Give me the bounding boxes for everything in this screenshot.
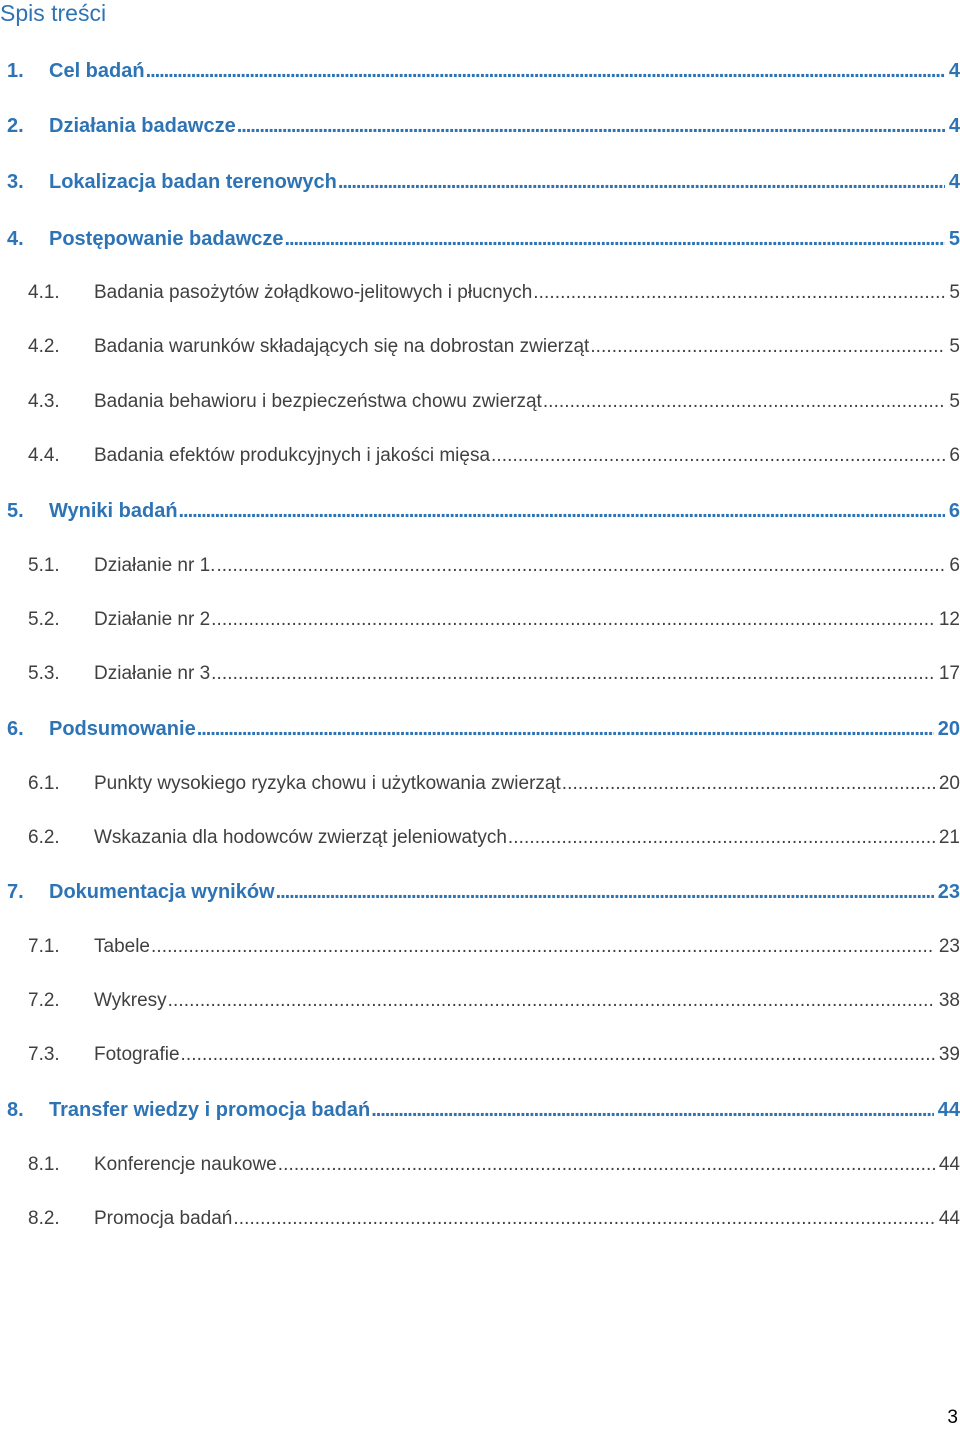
toc-entry-6-2[interactable] (0, 823, 960, 853)
toc-leader-dots (237, 111, 945, 141)
toc-leader-dots (508, 823, 935, 853)
toc-entry-label: Podsumowanie (49, 718, 196, 740)
toc-entry-4-3[interactable] (0, 387, 960, 417)
toc-leader-dots (371, 1095, 934, 1125)
toc-entry-page: 38 (938, 990, 960, 1011)
toc-entry-5[interactable] (0, 496, 960, 526)
toc-entry-number: 4.4. (28, 445, 60, 466)
toc-entry-3[interactable] (0, 167, 960, 197)
toc-entry-number: 3. (7, 171, 24, 193)
toc-entry-7-3[interactable] (0, 1040, 960, 1070)
toc-entry-page: 44 (938, 1154, 960, 1175)
toc-leader-dots (276, 877, 934, 907)
toc-entry-number: 4.2. (28, 336, 60, 357)
toc-entry-7[interactable] (0, 877, 960, 907)
toc-entry-number: 8. (7, 1099, 24, 1121)
toc-leader-dots (181, 1040, 935, 1070)
toc-entry-number: 2. (7, 115, 24, 137)
toc-leader-dots (211, 605, 935, 635)
toc-entry-6[interactable] (0, 714, 960, 744)
toc-leader-dots (590, 332, 945, 362)
toc-entry-number: 8.1. (28, 1154, 60, 1175)
toc-leader-dots (216, 551, 945, 581)
toc-entry-number: 5.2. (28, 609, 60, 630)
toc-entry-label: Badania efektów produkcyjnych i jakości mięsa (94, 445, 491, 466)
toc-entry-number: 6.2. (28, 827, 60, 848)
toc-entry-2[interactable] (0, 111, 960, 141)
toc-entry-label: Tabele (94, 936, 150, 957)
toc-entry-number: 5. (7, 500, 24, 522)
toc-leader-dots (151, 932, 935, 962)
toc-entry-label: Konferencje naukowe (94, 1154, 277, 1175)
toc-entry-number: 4. (7, 228, 24, 250)
toc-leader-dots (491, 441, 945, 471)
toc-entry-label: Promocja badań (94, 1208, 233, 1229)
toc-entry-page: 6 (949, 445, 960, 466)
toc-entry-page: 12 (938, 609, 960, 630)
toc-entry-page: 44 (938, 1208, 960, 1229)
toc-title: Spis treści (0, 0, 107, 26)
toc-leader-dots (211, 659, 935, 689)
toc-entry-number: 8.2. (28, 1208, 60, 1229)
toc-entry-page: 23 (938, 936, 960, 957)
toc-entry-4[interactable] (0, 224, 960, 254)
toc-leader-dots (285, 224, 945, 254)
toc-entry-number: 4.3. (28, 391, 60, 412)
toc-leader-dots (197, 714, 934, 744)
toc-leader-dots (146, 56, 945, 86)
toc-leader-dots (533, 278, 945, 308)
toc-entry-5-2[interactable] (0, 605, 960, 635)
toc-entry-page: 39 (938, 1044, 960, 1065)
toc-entry-label: Fotografie (94, 1044, 180, 1065)
toc-leader-dots (233, 1204, 934, 1234)
toc-entry-label: Transfer wiedzy i promocja badań (49, 1099, 371, 1121)
toc-entry-1[interactable] (0, 56, 960, 86)
toc-entry-label: Działanie nr 2 (94, 609, 211, 630)
toc-entry-number: 7.1. (28, 936, 60, 957)
toc-entry-page: 4 (948, 115, 960, 137)
toc-entry-number: 6.1. (28, 773, 60, 794)
toc-entry-number: 4.1. (28, 282, 60, 303)
toc-entry-page: 6 (949, 555, 960, 576)
toc-leader-dots (338, 167, 945, 197)
toc-entry-label: Badania warunków składających się na dobrostan zwierząt (94, 336, 590, 357)
toc-entry-number: 5.1. (28, 555, 60, 576)
toc-entry-label: Działanie nr 1. (94, 555, 216, 576)
toc-entry-label: Wskazania dla hodowców zwierząt jeleniowatych (94, 827, 507, 848)
toc-entry-8-2[interactable] (0, 1204, 960, 1234)
toc-entry-page: 23 (937, 881, 960, 903)
toc-entry-label: Wykresy (94, 990, 167, 1011)
toc-entry-label: Punkty wysokiego ryzyka chowu i użytkowania zwierząt (94, 773, 561, 794)
toc-entry-label: Wyniki badań (49, 500, 178, 522)
toc-entry-label: Cel badań (49, 60, 145, 82)
toc-entry-7-1[interactable] (0, 932, 960, 962)
toc-entry-page: 17 (938, 663, 960, 684)
toc-entry-number: 7. (7, 881, 24, 903)
toc-entry-label: Postępowanie badawcze (49, 228, 284, 250)
toc-entry-number: 7.3. (28, 1044, 60, 1065)
toc-entry-4-4[interactable] (0, 441, 960, 471)
toc-entry-6-1[interactable] (0, 769, 960, 799)
toc-entry-page: 5 (949, 282, 960, 303)
toc-leader-dots (543, 387, 946, 417)
toc-entry-label: Badania behawioru i bezpieczeństwa chowu zwierząt (94, 391, 542, 412)
toc-entry-5-1[interactable] (0, 551, 960, 581)
toc-entry-number: 1. (7, 60, 24, 82)
toc-entry-8[interactable] (0, 1095, 960, 1125)
toc-entry-label: Działania badawcze (49, 115, 236, 137)
toc-entry-number: 7.2. (28, 990, 60, 1011)
toc-entry-page: 20 (938, 773, 960, 794)
toc-entry-8-1[interactable] (0, 1150, 960, 1180)
toc-entry-number: 6. (7, 718, 24, 740)
toc-entry-page: 20 (937, 718, 960, 740)
toc-leader-dots (562, 769, 935, 799)
toc-entry-5-3[interactable] (0, 659, 960, 689)
toc-leader-dots (278, 1150, 935, 1180)
toc-entry-page: 4 (948, 60, 960, 82)
toc-entry-label: Dokumentacja wyników (49, 881, 275, 903)
page-number: 3 (947, 1407, 958, 1428)
toc-entry-page: 5 (948, 228, 960, 250)
toc-entry-number: 5.3. (28, 663, 60, 684)
toc-entry-page: 21 (938, 827, 960, 848)
toc-entry-label: Działanie nr 3 (94, 663, 211, 684)
toc-entry-7-2[interactable] (0, 986, 960, 1016)
toc-entry-page: 6 (948, 500, 960, 522)
toc-leader-dots (179, 496, 945, 526)
toc-entry-4-1[interactable] (0, 278, 960, 308)
toc-entry-page: 5 (949, 336, 960, 357)
toc-entry-label: Lokalizacja badan terenowych (49, 171, 337, 193)
toc-entry-page: 4 (948, 171, 960, 193)
toc-entry-page: 44 (937, 1099, 960, 1121)
toc-entry-page: 5 (949, 391, 960, 412)
toc-entry-4-2[interactable] (0, 332, 960, 362)
toc-leader-dots (168, 986, 935, 1016)
toc-entry-label: Badania pasożytów żołądkowo-jelitowych i płucnych (94, 282, 533, 303)
